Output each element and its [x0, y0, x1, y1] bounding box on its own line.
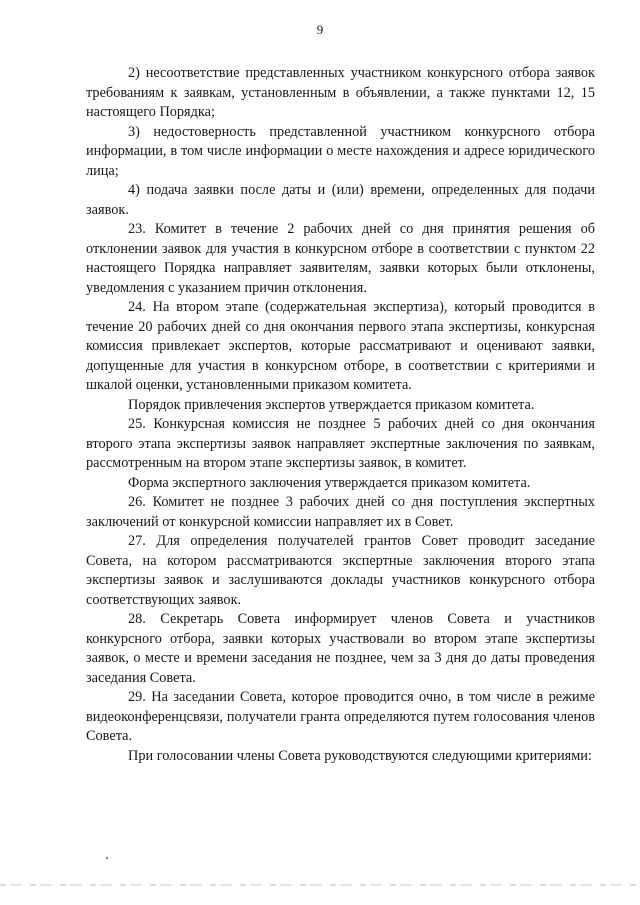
- paragraph-clause-2: 2) несоответствие представленных участником конкурсного отбора заявок требованиям к заявкам, установленным в объявлении, а также пунктами 12, 15 настоящего Порядка;: [86, 65, 595, 120]
- paragraph-expert-procedure: Порядок привлечения экспертов утверждается приказом комитета.: [128, 396, 535, 413]
- paragraph-clause-3: 3) недостоверность представленной участником конкурсного отбора информации, в том числе информации о месте нахождения и адресе юридического лица;: [86, 123, 595, 179]
- document-body: [86, 64, 595, 766]
- paragraph-item-25: 25. Конкурсная комиссия не позднее 5 рабочих дней со дня окончания второго этапа экспертизы заявок направляет экспертные заключения по заявкам, рассмотренным на втором этапе экспертизы заявок, в комитет.: [86, 416, 595, 471]
- paragraph-expert-form: Форма экспертного заключения утверждается приказом комитета.: [128, 474, 531, 491]
- paragraph-voting-criteria: При голосовании члены Совета руководствуются следующими критериями:: [128, 747, 592, 764]
- scan-edge-artifact: [0, 884, 640, 886]
- paragraph-item-24: 24. На втором этапе (содержательная экспертиза), который проводится в течение 20 рабочих дней со дня окончания первого этапа экспертизы, конкурсная комиссия привлекает экспертов, которые рассматривают и оценивают заявки, допущенные для участия в конкурсном отборе, в соответствии с критериями и шкалой оценки, установленными приказом комитета.: [86, 299, 595, 393]
- paragraph-clause-4: 4) подача заявки после даты и (или) времени, определенных для подачи заявок.: [86, 182, 595, 218]
- scan-speck: [106, 857, 108, 859]
- paragraph-item-28: 28. Секретарь Совета информирует членов Совета и участников конкурсного отбора, заявки которых участвовали во втором этапе экспертизы заявок, о месте и времени заседания не позднее, чем за 3 дня до даты проведения заседания Совета.: [86, 611, 595, 686]
- paragraph-item-29: 29. На заседании Совета, которое проводится очно, в том числе в режиме видеоконференцсвязи, получатели гранта определяются путем голосования членов Совета.: [86, 689, 595, 744]
- paragraph-item-27: 27. Для определения получателей грантов Совет проводит заседание Совета, на котором рассматриваются экспертные заключения второго этапа экспертизы заявок и заслушиваются доклады участников конкурсного отбора соответствующих заявок.: [86, 533, 595, 608]
- page-number: 9: [316, 22, 324, 37]
- paragraph-item-23: 23. Комитет в течение 2 рабочих дней со дня принятия решения об отклонении заявок для участия в конкурсном отборе в соответствии с пунктом 22 настоящего Порядка направляет заявителям, заявки которых были отклонены, уведомления с указанием причин отклонения.: [86, 221, 595, 296]
- paragraph-item-26: 26. Комитет не позднее 3 рабочих дней со дня поступления экспертных заключений от конкурсной комиссии направляет их в Совет.: [86, 494, 595, 530]
